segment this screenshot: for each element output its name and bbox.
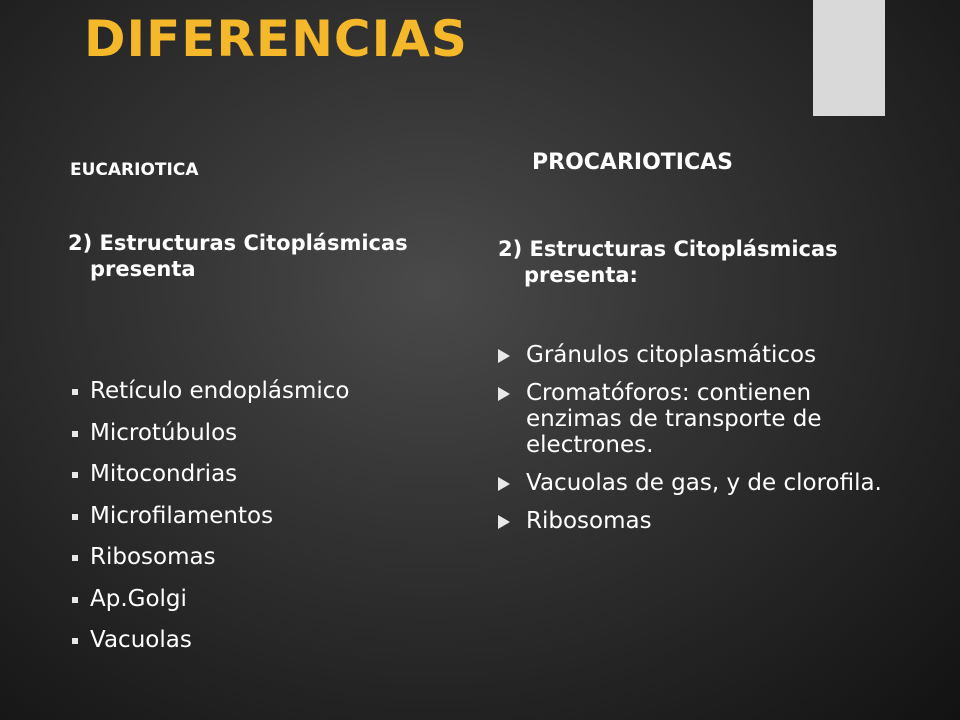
- arrow-bullet-icon: [498, 349, 510, 363]
- list-item: Retículo endoplásmico: [70, 377, 450, 405]
- square-bullet-icon: [72, 472, 78, 478]
- accent-bar: [813, 0, 885, 116]
- list-item: Ribosomas: [70, 543, 450, 571]
- slide-title: DIFERENCIAS: [84, 10, 468, 68]
- square-bullet-icon: [72, 555, 78, 561]
- arrow-bullet-icon: [498, 477, 510, 491]
- square-bullet-icon: [72, 389, 78, 395]
- square-bullet-icon: [72, 638, 78, 644]
- list-item: Vacuolas: [70, 626, 450, 654]
- list-item: Gránulos citoplasmáticos: [498, 342, 898, 368]
- left-subheading-number: 2): [68, 231, 93, 255]
- arrow-bullet-icon: [498, 515, 510, 529]
- square-bullet-icon: [72, 597, 78, 603]
- arrow-bullet-icon: [498, 387, 510, 401]
- square-bullet-icon: [72, 514, 78, 520]
- left-column-heading: EUCARIOTICA: [70, 160, 199, 180]
- list-item: Microtúbulos: [70, 419, 450, 447]
- left-subheading: [68, 230, 470, 282]
- list-item: Vacuolas de gas, y de clorofila.: [498, 470, 898, 496]
- right-subheading-text: Estructuras Citoplásmicas presenta:: [524, 237, 838, 287]
- square-bullet-icon: [72, 431, 78, 437]
- list-item: Ribosomas: [498, 508, 898, 534]
- eukaryote-structure-list: [70, 377, 450, 668]
- right-column-heading: PROCARIOTICAS: [532, 150, 733, 175]
- prokaryote-structure-list: [498, 342, 898, 546]
- list-item: Mitocondrias: [70, 460, 450, 488]
- right-subheading: [498, 236, 944, 288]
- list-item: Ap.Golgi: [70, 585, 450, 613]
- list-item: Microfilamentos: [70, 502, 450, 530]
- left-subheading-text: Estructuras Citoplásmicas presenta: [90, 231, 408, 281]
- list-item: Cromatóforos: contienen enzimas de transporte de electrones.: [498, 380, 898, 458]
- right-subheading-number: 2): [498, 237, 523, 261]
